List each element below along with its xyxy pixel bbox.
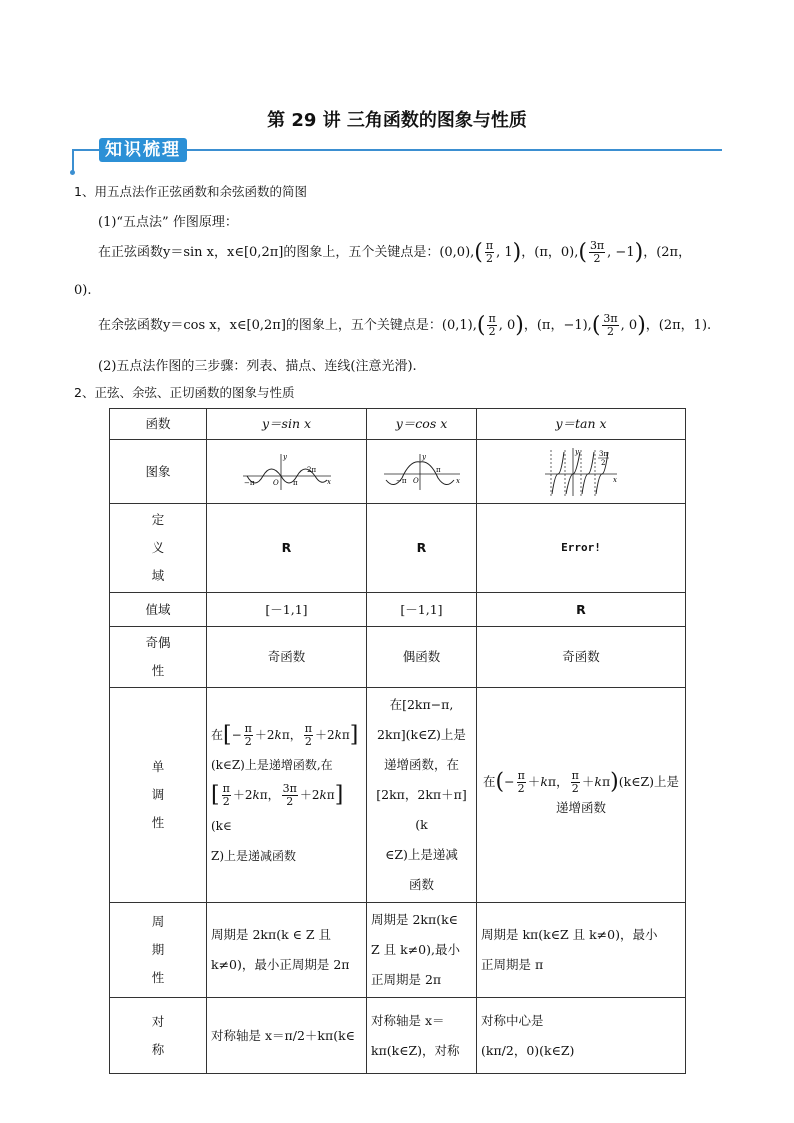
mono-cos-line4: [2kπ，2kπ＋π](k: [376, 787, 467, 832]
header-sin: y＝sin x: [207, 409, 367, 440]
mono-cos-line6: 函数: [408, 877, 434, 892]
mono-label: [110, 688, 207, 903]
parity-label-2: 性: [151, 663, 165, 678]
cos-graph-origin: O: [412, 476, 419, 485]
mono-tan-line2: 递增函数: [555, 800, 606, 816]
cos-point5: ，(2π，1).: [645, 318, 712, 333]
mono-tan: [477, 688, 686, 903]
sym-cos-line1: 对称轴是 x＝: [371, 1012, 445, 1028]
cos-graph-y: y: [421, 452, 426, 461]
sin-graph-x: x: [326, 477, 331, 486]
mono-sin-line3: [ $\frac{\pi}{2}$ ＋2kπ， $\frac{3\pi}{2}$ ＋2kπ](k∈: [211, 782, 344, 833]
sin-graph-neg-pi: −π: [243, 478, 254, 487]
table-row-domain: [110, 504, 686, 593]
sym-label-2: 称: [151, 1041, 165, 1057]
page-title: 第 29 讲 三角函数的图象与性质: [267, 110, 527, 131]
domain-label-2: 义: [151, 540, 165, 555]
period-tan: [477, 903, 686, 998]
banner-tag: 知识梳理: [99, 138, 187, 162]
table-row-graph: [110, 440, 686, 504]
sin-graph-cell: [207, 440, 367, 504]
sym-cos: [367, 998, 477, 1074]
table-row-parity: [110, 627, 686, 688]
sin-graph-2pi: 2π: [306, 465, 316, 474]
domain-sin: R: [207, 504, 367, 593]
range-tan: R: [477, 593, 686, 627]
five-point-principle: (1)“五点法” 作图原理：: [98, 215, 238, 230]
cos-graph-pi: π: [435, 465, 441, 474]
parity-cos: 偶函数: [367, 627, 477, 688]
mono-cos-line3: 递增函数，在: [383, 757, 459, 772]
parity-label: [110, 627, 207, 688]
sym-cos-line2: kπ(k∈Z)，对称: [371, 1042, 460, 1058]
cos-graph-icon: [380, 450, 464, 494]
sym-sin: 对称轴是 x＝π/2＋kπ(k∈: [207, 998, 367, 1074]
sym-label-1: 对: [151, 1013, 165, 1029]
period-tan-line1: 周期是 kπ(k∈Z 且 k≠0)，最小: [481, 927, 658, 942]
header-tan: y＝tan x: [477, 409, 686, 440]
cos-point4: $\frac{3\pi}{2}$: [603, 312, 618, 338]
tan-graph-x: x: [613, 475, 617, 484]
range-sin: [－1,1]: [207, 593, 367, 627]
mono-sin-line4: Z)上是递减函数: [211, 848, 297, 863]
mono-sin-line1: 在[− $\frac{\pi}{2}$ ＋2kπ， $\frac{\pi}{2}$ ＋2kπ]: [211, 721, 359, 748]
mono-tan-line1: 在(− $\frac{\pi}{2}$ ＋kπ， $\frac{\pi}{2}$ ＋kπ)(k∈Z)上是: [482, 768, 680, 795]
cos-line-text: 在余弦函数y＝cos x，x∈[0,2π]的图象上，五个关键点是：(0,1),: [98, 318, 477, 333]
mono-sin: [207, 688, 367, 903]
tan-graph-3pi: 3π: [599, 449, 609, 458]
tan-graph-icon: [541, 446, 621, 498]
sym-tan: [477, 998, 686, 1074]
cos-graph-cell: [367, 440, 477, 504]
sin-point4: $\frac{3\pi}{2}$: [589, 239, 605, 265]
mono-label-2: 调: [151, 787, 165, 802]
parity-sin: 奇函数: [207, 627, 367, 688]
domain-tan: Error!: [477, 504, 686, 593]
mono-label-3: 性: [151, 815, 165, 830]
domain-label-1: 定: [151, 512, 165, 527]
sin-graph-origin: O: [272, 478, 279, 487]
graph-label: 图象: [110, 440, 207, 504]
period-sin-line2: k≠0)，最小正周期是 2π: [211, 957, 350, 972]
cos-graph-neg-pi: −π: [395, 476, 406, 485]
period-cos-line2: Z 且 k≠0),最小: [371, 942, 460, 957]
tan-graph-cell: [477, 440, 686, 504]
three-steps: (2)五点法作图的三步骤：列表、描点、连线(注意光滑).: [98, 359, 417, 374]
period-cos-line1: 周期是 2kπ(k∈: [371, 912, 458, 927]
tan-graph-y: y: [575, 447, 579, 456]
period-label-1: 周: [151, 914, 165, 929]
cos-point2: $\frac{\pi}{2}$: [488, 312, 496, 338]
mono-cos-line5: ∈Z)上是递减: [385, 847, 458, 862]
section-banner: [72, 136, 722, 176]
banner-vertical-line: [72, 150, 74, 172]
period-label-3: 性: [151, 970, 165, 985]
period-sin: [207, 903, 367, 998]
sym-label: [110, 998, 207, 1074]
header-cos: y＝cos x: [367, 409, 477, 440]
table-row-symmetry: [110, 998, 686, 1074]
sin-line-text: 在正弦函数y＝sin x，x∈[0,2π]的图象上，五个关键点是：(0,0),: [98, 245, 475, 260]
table-row-period: [110, 903, 686, 998]
range-label: 值域: [110, 593, 207, 627]
banner-dot-icon: [70, 170, 75, 175]
sin-graph-icon: [239, 450, 335, 494]
period-cos-line3: 正周期是 2π: [371, 972, 442, 987]
sin-point5: ，(2π，: [643, 245, 692, 260]
period-sin-line1: 周期是 2kπ(k ∈ Z 且: [211, 927, 332, 942]
domain-cos: R: [367, 504, 477, 593]
table-row-header: [110, 409, 686, 440]
header-function: 函数: [110, 409, 207, 440]
mono-cos: [367, 688, 477, 903]
sin-key-points: 在正弦函数y＝sin x，x∈[0,2π]的图象上，五个关键点是：(0,0),( $\frac{\pi}{2}$ , 1)，(π，0),( $\frac{3\pi}{2}$ , −1)，(2π，: [98, 239, 692, 265]
mono-label-1: 单: [151, 759, 165, 774]
domain-label: [110, 504, 207, 593]
cos-graph-x: x: [455, 476, 460, 485]
sym-tan-line1: 对称中心是: [481, 1012, 544, 1028]
mono-sin-line2: (k∈Z)上是递增函数,在: [211, 758, 333, 772]
trig-properties-table: [109, 408, 686, 1074]
sin-graph-y: y: [282, 452, 287, 461]
period-label-2: 期: [151, 942, 165, 957]
period-cos: [367, 903, 477, 998]
parity-label-1: 奇偶: [145, 635, 171, 650]
table-row-monotonicity: [110, 688, 686, 903]
domain-label-3: 域: [151, 568, 165, 583]
range-cos: [－1,1]: [367, 593, 477, 627]
mono-cos-line1: 在[2kπ−π,: [389, 697, 454, 712]
cos-key-points: 在余弦函数y＝cos x，x∈[0,2π]的图象上，五个关键点是：(0,1),( $\frac{\pi}{2}$ , 0)，(π，−1),( $\frac{3\pi}{2}$ , 0)，(2π，1).: [98, 312, 712, 338]
period-tan-line2: 正周期是 π: [481, 957, 544, 972]
sin-graph-pi: π: [292, 478, 298, 487]
cos-point3: ，(π，−1),: [523, 318, 592, 333]
mono-cos-line2: 2kπ](k∈Z)上是: [377, 727, 466, 742]
sin-key-points-tail: 0).: [74, 283, 92, 298]
period-label: [110, 903, 207, 998]
section2-heading: 2、正弦、余弦、正切函数的图象与性质: [74, 385, 295, 400]
parity-tan: 奇函数: [477, 627, 686, 688]
sin-point2: $\frac{\pi}{2}$: [485, 239, 494, 265]
sym-tan-line2: (kπ/2，0)(k∈Z): [481, 1042, 575, 1058]
table-row-range: [110, 593, 686, 627]
sin-point3: ，(π，0),: [521, 245, 579, 260]
section1-heading: 1、用五点法作正弦函数和余弦函数的简图: [74, 184, 307, 199]
tan-graph-2: 2: [601, 458, 606, 467]
